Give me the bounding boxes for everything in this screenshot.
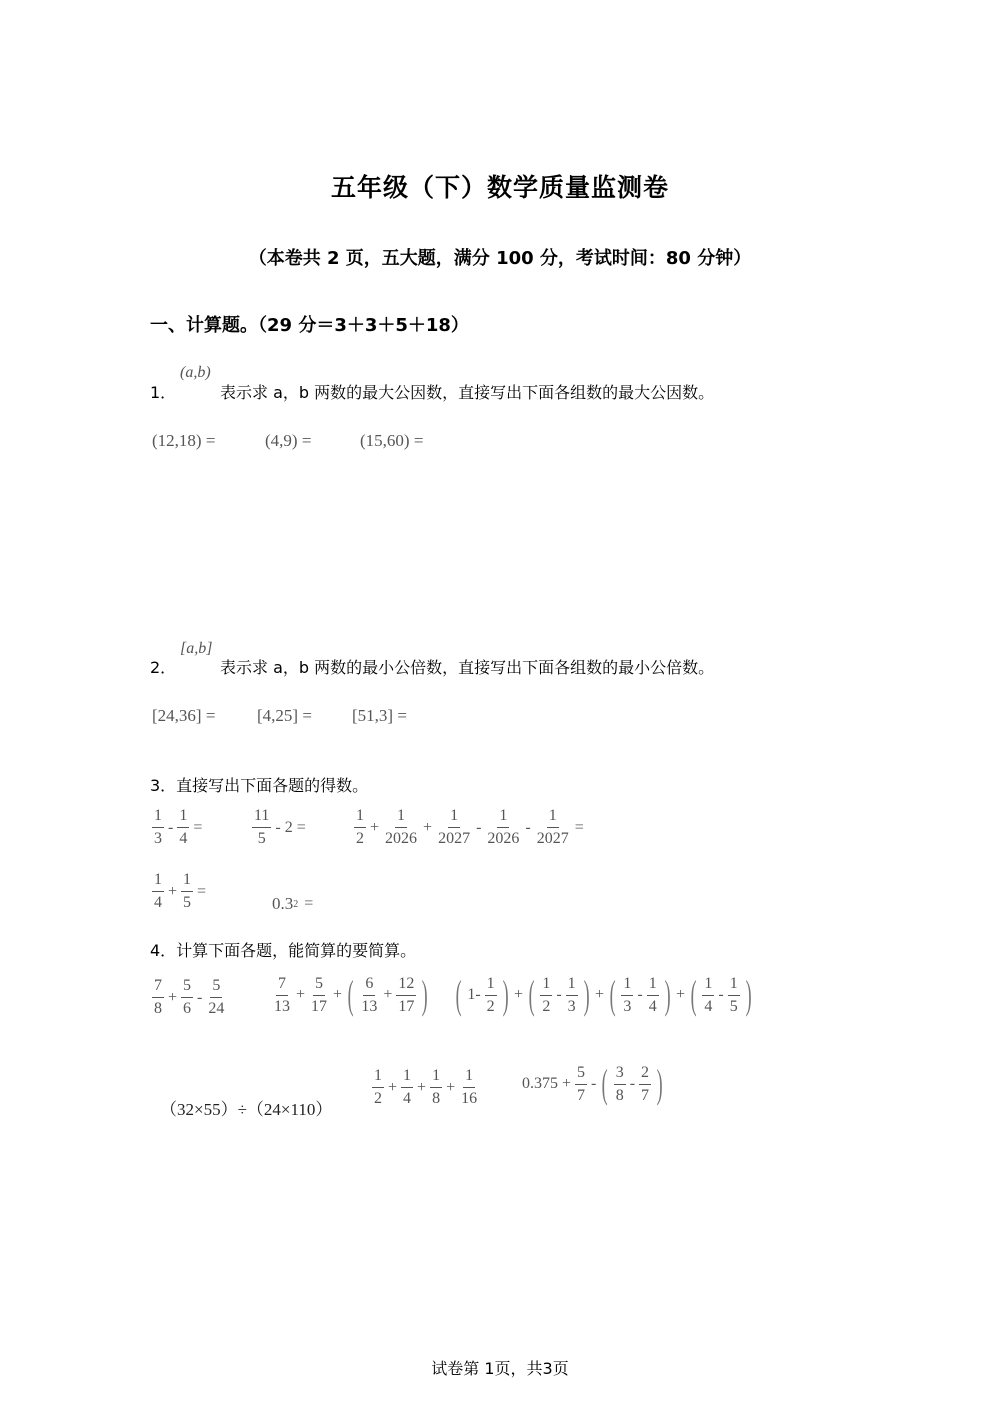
fraction: $\frac{1}{2}$ [542, 974, 551, 1015]
fraction: $\frac{1}{3}$ [154, 807, 162, 847]
question-1-text: 表示求 a，b 两数的最大公因数，直接写出下面各组数的最大公因数。 [220, 383, 715, 402]
fraction: $\frac{1}{2}$ [356, 807, 364, 847]
fraction: $\frac{5}{6}$ [183, 977, 192, 1017]
fraction: $\frac{1}{8}$ [432, 1067, 441, 1107]
q3-expr-5: 0.3 2 = [272, 894, 314, 913]
page-footer: 试卷第 1页，共3页 [431, 1359, 569, 1378]
q3-expr-2: $\frac{11}{5}$ - 2 = [254, 807, 306, 847]
q4-expr-5: $\frac{1}{2}$ + $\frac{1}{4}$ + $\frac{1}{8}$ + $\frac{1}{16}$ [374, 1067, 478, 1107]
question-2-text: 表示求 a，b 两数的最小公倍数，直接写出下面各组数的最小公倍数。 [220, 658, 715, 677]
lcm-item-3: [51,3] = [352, 706, 407, 725]
question-3-text: 3．直接写出下面各题的得数。 [150, 776, 369, 795]
lcm-symbol: [a,b] [180, 640, 213, 657]
q4-expr-1: $\frac{7}{8}$ + $\frac{5}{6}$ - $\frac{5}{24}$ [154, 977, 225, 1017]
fraction: $\frac{1}{5}$ [183, 871, 192, 911]
fraction: $\frac{1}{2026}$ [487, 807, 520, 847]
fraction: $\frac{11}{5}$ [254, 807, 270, 847]
fraction: $\frac{1}{2027}$ [536, 807, 569, 847]
lcm-item-1: [24,36] = [152, 706, 216, 725]
question-2-number: 2． [150, 658, 177, 677]
gcd-item-2: (4,9) = [265, 431, 312, 450]
fraction: $\frac{1}{4}$ [648, 974, 657, 1015]
fraction: $\frac{6}{13}$ [361, 974, 378, 1015]
fraction: $\frac{1}{16}$ [461, 1067, 478, 1107]
question-1-number: 1． [150, 383, 177, 402]
fraction: $\frac{1}{3}$ [567, 974, 576, 1015]
gcd-symbol: (a,b) [180, 364, 211, 381]
question-4-text: 4．计算下面各题，能简算的要简算。 [150, 941, 417, 960]
section-heading: 一、计算题。（29 分＝3＋3＋5＋18） [150, 315, 469, 336]
fraction: $\frac{12}{17}$ [398, 974, 415, 1015]
fraction: $\frac{5}{17}$ [311, 974, 328, 1015]
page-subtitle: （本卷共 2 页，五大题，满分 100 分，考试时间：80 分钟） [248, 248, 752, 269]
gcd-item-1: (12,18) = [152, 431, 216, 450]
fraction: $\frac{5}{24}$ [208, 977, 225, 1017]
q3-expr-3: $\frac{1}{2}$ + $\frac{1}{2026}$ + $\frac{1}{2027}$ - $\frac{1}{2026}$ - $\frac{1}{2027}$ = [356, 807, 584, 847]
q4-expr-4: （32×55）÷（24×110） [160, 1100, 333, 1119]
fraction: $\frac{1}{4}$ [179, 807, 188, 847]
gcd-item-3: (15,60) = [360, 431, 424, 450]
q4-expr-3: ( 1- $\frac{1}{2}$ ) + ( $\frac{1}{2}$ - $\frac{1}{3}$ ) + ( $\frac{1}{3}$ - $\frac{1}{4}$ ) + ( $\frac{1}{4}$ - $\frac{1}{5}$ ) [455, 972, 752, 1017]
fraction: $\frac{7}{13}$ [274, 974, 290, 1015]
fraction: $\frac{1}{2}$ [486, 974, 495, 1015]
fraction: $\frac{1}{4}$ [704, 974, 713, 1015]
page-title: 五年级（下）数学质量监测卷 [330, 173, 669, 202]
fraction: $\frac{3}{8}$ [615, 1063, 624, 1104]
q3-expr-1: $\frac{1}{3}$ - $\frac{1}{4}$ = [154, 807, 203, 847]
lcm-item-2: [4,25] = [257, 706, 312, 725]
fraction: $\frac{5}{7}$ [577, 1063, 586, 1104]
fraction: $\frac{7}{8}$ [154, 977, 162, 1017]
fraction: $\frac{1}{2}$ [374, 1067, 382, 1107]
fraction: $\frac{1}{2026}$ [385, 807, 418, 847]
q3-expr-4: $\frac{1}{4}$ + $\frac{1}{5}$ = [154, 871, 207, 911]
fraction: $\frac{1}{4}$ [403, 1067, 412, 1107]
q4-expr-6: 0.375 + $\frac{5}{7}$ - ( $\frac{3}{8}$ - $\frac{2}{7}$ ) [522, 1061, 663, 1106]
fraction: $\frac{1}{4}$ [154, 871, 162, 911]
fraction: $\frac{1}{5}$ [729, 974, 738, 1015]
q4-expr-2: $\frac{7}{13}$ + $\frac{5}{17}$ + ( $\frac{6}{13}$ + $\frac{12}{17}$ ) [274, 972, 429, 1017]
fraction: $\frac{1}{3}$ [623, 974, 632, 1015]
fraction: $\frac{2}{7}$ [641, 1063, 650, 1104]
fraction: $\frac{1}{2027}$ [438, 807, 471, 847]
